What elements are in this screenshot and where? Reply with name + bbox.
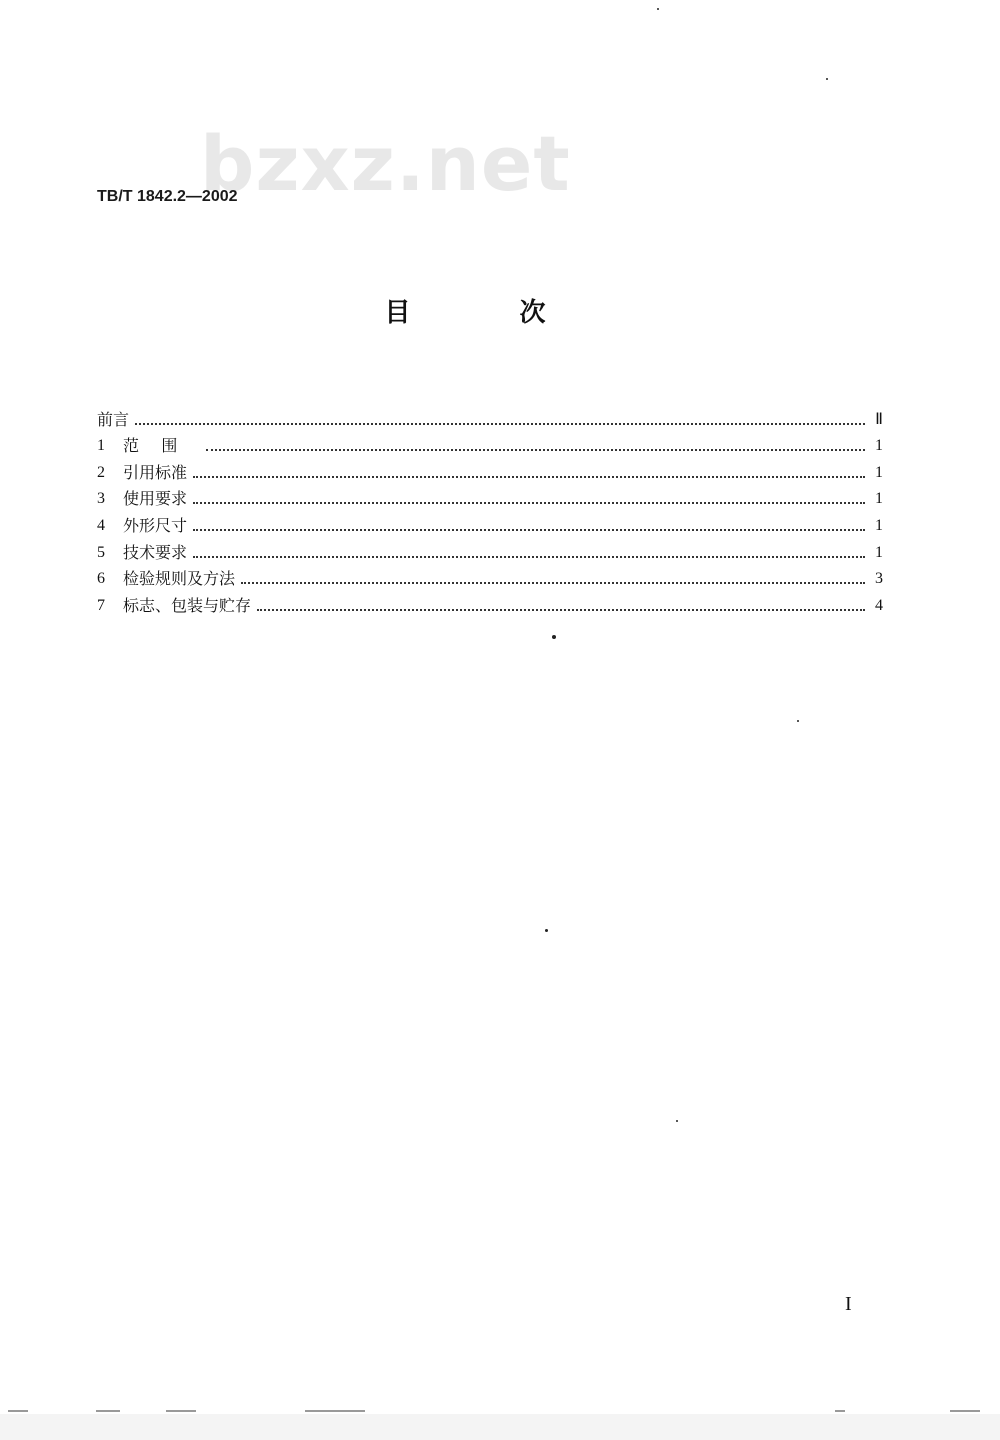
toc-title: 目 次 — [384, 298, 596, 328]
dot-leader — [193, 476, 865, 478]
toc-item-label: 技术要求 — [123, 542, 188, 562]
scan-mark — [835, 1410, 845, 1412]
scan-mark — [950, 1410, 980, 1412]
toc-item-label: 引用标准 — [123, 462, 188, 482]
page-number: I — [845, 1293, 852, 1315]
toc-item-page: 1 — [875, 516, 883, 534]
toc-item-technical-requirements[interactable] — [97, 536, 883, 563]
toc-item-usage-requirements[interactable] — [97, 483, 883, 510]
toc-item-number: 4 — [97, 516, 105, 534]
toc-item-page: 3 — [875, 570, 883, 588]
toc-item-page: 1 — [875, 490, 883, 508]
toc-item-page: Ⅱ — [875, 410, 883, 428]
toc-item-number: 6 — [97, 570, 105, 588]
scan-speck — [797, 720, 799, 722]
toc-item-inspection-rules[interactable] — [97, 563, 883, 590]
scan-speck — [657, 8, 659, 10]
scan-mark — [305, 1410, 365, 1412]
dot-leader — [241, 582, 865, 584]
dot-leader — [193, 529, 865, 531]
dot-leader — [257, 609, 865, 611]
toc-item-scope[interactable] — [97, 430, 883, 457]
toc-item-marking-packaging-storage[interactable] — [97, 589, 883, 616]
watermark: bzxz.net — [200, 119, 571, 208]
scan-speck — [826, 78, 828, 80]
toc-item-label: 使用要求 — [123, 489, 188, 509]
toc-item-page: 1 — [875, 463, 883, 481]
toc-item-page: 1 — [875, 437, 883, 455]
scan-mark — [8, 1410, 28, 1412]
toc-item-page: 1 — [875, 543, 883, 561]
scan-speck — [676, 1120, 678, 1122]
scan-speck — [545, 929, 548, 932]
toc-item-foreword[interactable] — [97, 403, 883, 430]
toc-item-label: 检验规则及方法 — [123, 569, 236, 589]
toc-item-number: 5 — [97, 543, 105, 561]
scan-mark — [166, 1410, 196, 1412]
toc-item-dimensions[interactable] — [97, 509, 883, 536]
toc-item-label: 范围 — [123, 436, 200, 456]
dot-leader — [193, 502, 865, 504]
toc-item-page: 4 — [875, 596, 883, 614]
toc-item-label: 外形尺寸 — [123, 515, 188, 535]
scan-speck — [552, 635, 556, 639]
toc-item-normative-references[interactable] — [97, 456, 883, 483]
toc-item-number: 2 — [97, 463, 105, 481]
dot-leader — [206, 449, 865, 451]
toc-item-number: 3 — [97, 490, 105, 508]
scan-bottom-edge — [0, 1414, 1000, 1440]
toc-item-number: 7 — [97, 596, 105, 614]
toc-item-label: 前言 — [97, 409, 130, 429]
scan-mark — [96, 1410, 120, 1412]
toc-item-number: 1 — [97, 437, 105, 455]
dot-leader — [193, 556, 865, 558]
dot-leader — [135, 423, 865, 425]
toc-item-label: 标志、包装与贮存 — [123, 595, 252, 615]
standard-code: TB/T 1842.2—2002 — [97, 188, 238, 205]
table-of-contents — [97, 403, 883, 616]
